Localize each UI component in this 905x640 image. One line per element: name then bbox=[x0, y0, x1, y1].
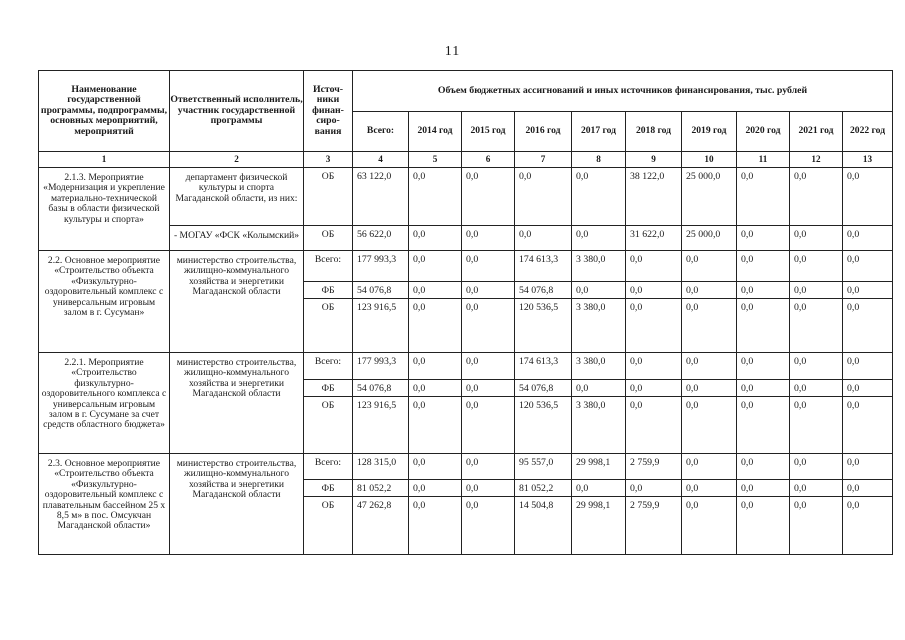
year-value-cell: 0,0 bbox=[790, 480, 843, 497]
total-value-cell: 81 052,2 bbox=[353, 480, 409, 497]
year-value-cell: 29 998,1 bbox=[572, 497, 626, 555]
total-value-cell: 123 916,5 bbox=[353, 299, 409, 353]
year-value-cell: 0,0 bbox=[682, 282, 737, 299]
year-value-cell: 0,0 bbox=[626, 251, 682, 282]
year-value-cell: 0,0 bbox=[790, 454, 843, 480]
column-number-13: 13 bbox=[843, 152, 893, 168]
year-value-cell: 0,0 bbox=[737, 353, 790, 380]
program-name-cell: 2.2.1. Мероприятие «Строительство физкультурно-оздоровительного комплекса с универсальным игровым залом в г. Сусумане за счет средств областного бюджета» bbox=[39, 353, 170, 454]
column-number-10: 10 bbox=[682, 152, 737, 168]
year-value-cell: 0,0 bbox=[737, 251, 790, 282]
header-year-0: 2014 год bbox=[409, 112, 462, 152]
year-value-cell: 0,0 bbox=[737, 397, 790, 454]
year-value-cell: 3 380,0 bbox=[572, 353, 626, 380]
year-value-cell: 0,0 bbox=[790, 497, 843, 555]
year-value-cell: 25 000,0 bbox=[682, 226, 737, 251]
year-value-cell: 0,0 bbox=[843, 353, 893, 380]
year-value-cell: 0,0 bbox=[409, 454, 462, 480]
year-value-cell: 0,0 bbox=[409, 397, 462, 454]
column-number-4: 4 bbox=[353, 152, 409, 168]
header-budget-volume: Объем бюджетных ассигнований и иных источников финансирования, тыс. рублей bbox=[353, 71, 893, 112]
year-value-cell: 174 613,3 bbox=[515, 251, 572, 282]
funding-source-cell: ФБ bbox=[304, 282, 353, 299]
funding-source-cell: ОБ bbox=[304, 299, 353, 353]
header-year-1: 2015 год bbox=[462, 112, 515, 152]
year-value-cell: 0,0 bbox=[462, 380, 515, 397]
header-total: Всего: bbox=[353, 112, 409, 152]
year-value-cell: 0,0 bbox=[572, 480, 626, 497]
header-executor: Ответственный исполнитель, участник государственной программы bbox=[170, 71, 304, 152]
funding-source-cell: ФБ bbox=[304, 380, 353, 397]
total-value-cell: 177 993,3 bbox=[353, 251, 409, 282]
header-year-7: 2021 год bbox=[790, 112, 843, 152]
column-number-7: 7 bbox=[515, 152, 572, 168]
funding-source-cell: ОБ bbox=[304, 497, 353, 555]
year-value-cell: 0,0 bbox=[737, 497, 790, 555]
year-value-cell: 0,0 bbox=[462, 251, 515, 282]
header-year-6: 2020 год bbox=[737, 112, 790, 152]
year-value-cell: 0,0 bbox=[626, 480, 682, 497]
year-value-cell: 3 380,0 bbox=[572, 397, 626, 454]
funding-source-cell: Всего: bbox=[304, 454, 353, 480]
header-year-4: 2018 год bbox=[626, 112, 682, 152]
year-value-cell: 0,0 bbox=[790, 282, 843, 299]
funding-source-cell: Всего: bbox=[304, 251, 353, 282]
year-value-cell: 54 076,8 bbox=[515, 380, 572, 397]
header-year-5: 2019 год bbox=[682, 112, 737, 152]
year-value-cell: 0,0 bbox=[737, 226, 790, 251]
year-value-cell: 29 998,1 bbox=[572, 454, 626, 480]
year-value-cell: 0,0 bbox=[843, 168, 893, 226]
year-value-cell: 0,0 bbox=[462, 497, 515, 555]
table-row bbox=[39, 353, 893, 380]
year-value-cell: 0,0 bbox=[409, 299, 462, 353]
column-number-6: 6 bbox=[462, 152, 515, 168]
year-value-cell: 0,0 bbox=[572, 168, 626, 226]
year-value-cell: 0,0 bbox=[737, 454, 790, 480]
year-value-cell: 95 557,0 bbox=[515, 454, 572, 480]
year-value-cell: 0,0 bbox=[462, 168, 515, 226]
page-number: 11 bbox=[444, 44, 461, 59]
year-value-cell: 0,0 bbox=[409, 226, 462, 251]
total-value-cell: 56 622,0 bbox=[353, 226, 409, 251]
year-value-cell: 0,0 bbox=[515, 226, 572, 251]
column-number-8: 8 bbox=[572, 152, 626, 168]
total-value-cell: 63 122,0 bbox=[353, 168, 409, 226]
year-value-cell: 0,0 bbox=[572, 380, 626, 397]
table-row bbox=[39, 454, 893, 480]
year-value-cell: 0,0 bbox=[462, 454, 515, 480]
year-value-cell: 0,0 bbox=[790, 168, 843, 226]
column-number-11: 11 bbox=[737, 152, 790, 168]
funding-source-cell: Всего: bbox=[304, 353, 353, 380]
year-value-cell: 0,0 bbox=[682, 497, 737, 555]
year-value-cell: 0,0 bbox=[515, 168, 572, 226]
total-value-cell: 47 262,8 bbox=[353, 497, 409, 555]
column-number-row bbox=[39, 152, 893, 168]
year-value-cell: 0,0 bbox=[790, 353, 843, 380]
year-value-cell: 38 122,0 bbox=[626, 168, 682, 226]
year-value-cell: 0,0 bbox=[626, 353, 682, 380]
year-value-cell: 120 536,5 bbox=[515, 299, 572, 353]
year-value-cell: 0,0 bbox=[409, 168, 462, 226]
total-value-cell: 54 076,8 bbox=[353, 282, 409, 299]
header-year-8: 2022 год bbox=[843, 112, 893, 152]
executor-cell: министерство строительства, жилищно-коммунального хозяйства и энергетики Магаданской области bbox=[170, 454, 304, 555]
year-value-cell: 3 380,0 bbox=[572, 299, 626, 353]
funding-source-cell: ОБ bbox=[304, 226, 353, 251]
year-value-cell: 2 759,9 bbox=[626, 454, 682, 480]
column-number-5: 5 bbox=[409, 152, 462, 168]
year-value-cell: 0,0 bbox=[462, 282, 515, 299]
year-value-cell: 0,0 bbox=[737, 282, 790, 299]
funding-source-cell: ФБ bbox=[304, 480, 353, 497]
year-value-cell: 0,0 bbox=[843, 251, 893, 282]
year-value-cell: 0,0 bbox=[409, 353, 462, 380]
year-value-cell: 0,0 bbox=[682, 454, 737, 480]
column-number-2: 2 bbox=[170, 152, 304, 168]
year-value-cell: 0,0 bbox=[462, 480, 515, 497]
year-value-cell: 0,0 bbox=[682, 397, 737, 454]
year-value-cell: 0,0 bbox=[626, 282, 682, 299]
year-value-cell: 0,0 bbox=[462, 353, 515, 380]
year-value-cell: 81 052,2 bbox=[515, 480, 572, 497]
header-funding-source: Источ-ники финан-сиро-вания bbox=[304, 71, 353, 152]
year-value-cell: 0,0 bbox=[843, 497, 893, 555]
year-value-cell: 0,0 bbox=[682, 380, 737, 397]
program-name-cell: 2.1.3. Мероприятие «Модернизация и укрепление материально-технической базы в области физической культуры и спорта» bbox=[39, 168, 170, 251]
total-value-cell: 123 916,5 bbox=[353, 397, 409, 454]
executor-cell: министерство строительства, жилищно-коммунального хозяйства и энергетики Магаданской области bbox=[170, 353, 304, 454]
column-number-12: 12 bbox=[790, 152, 843, 168]
year-value-cell: 0,0 bbox=[626, 380, 682, 397]
table-row bbox=[39, 251, 893, 282]
year-value-cell: 0,0 bbox=[843, 299, 893, 353]
year-value-cell: 0,0 bbox=[462, 299, 515, 353]
year-value-cell: 0,0 bbox=[572, 282, 626, 299]
year-value-cell: 0,0 bbox=[409, 380, 462, 397]
year-value-cell: 0,0 bbox=[682, 353, 737, 380]
column-number-9: 9 bbox=[626, 152, 682, 168]
year-value-cell: 0,0 bbox=[682, 480, 737, 497]
year-value-cell: 174 613,3 bbox=[515, 353, 572, 380]
year-value-cell: 0,0 bbox=[462, 226, 515, 251]
header-year-2: 2016 год bbox=[515, 112, 572, 152]
year-value-cell: 0,0 bbox=[626, 397, 682, 454]
year-value-cell: 0,0 bbox=[409, 480, 462, 497]
year-value-cell: 0,0 bbox=[790, 251, 843, 282]
year-value-cell: 0,0 bbox=[409, 497, 462, 555]
year-value-cell: 0,0 bbox=[843, 282, 893, 299]
column-number-3: 3 bbox=[304, 152, 353, 168]
year-value-cell: 0,0 bbox=[626, 299, 682, 353]
year-value-cell: 0,0 bbox=[790, 299, 843, 353]
program-name-cell: 2.3. Основное мероприятие «Строительство объекта «Физкультурно-оздоровительный комплекс с плавательным бассейном 25 х 8,5 м» в пос. Омсукчан Магаданской области» bbox=[39, 454, 170, 555]
year-value-cell: 0,0 bbox=[737, 299, 790, 353]
year-value-cell: 0,0 bbox=[843, 397, 893, 454]
year-value-cell: 0,0 bbox=[737, 480, 790, 497]
year-value-cell: 0,0 bbox=[843, 480, 893, 497]
executor-cell: департамент физической культуры и спорта Магаданской области, из них: bbox=[170, 168, 304, 226]
year-value-cell: 25 000,0 bbox=[682, 168, 737, 226]
year-value-cell: 0,0 bbox=[790, 397, 843, 454]
year-value-cell: 0,0 bbox=[843, 454, 893, 480]
year-value-cell: 3 380,0 bbox=[572, 251, 626, 282]
year-value-cell: 31 622,0 bbox=[626, 226, 682, 251]
total-value-cell: 54 076,8 bbox=[353, 380, 409, 397]
header-year-3: 2017 год bbox=[572, 112, 626, 152]
year-value-cell: 0,0 bbox=[737, 168, 790, 226]
header-program-name: Наименование государственной программы, подпрограммы, основных мероприятий, мероприятий bbox=[39, 71, 170, 152]
year-value-cell: 0,0 bbox=[409, 282, 462, 299]
year-value-cell: 0,0 bbox=[737, 380, 790, 397]
year-value-cell: 54 076,8 bbox=[515, 282, 572, 299]
total-value-cell: 128 315,0 bbox=[353, 454, 409, 480]
program-name-cell: 2.2. Основное мероприятие «Строительство объекта «Физкультурно-оздоровительный комплекс с универсальным игровым залом в г. Сусуман» bbox=[39, 251, 170, 353]
year-value-cell: 0,0 bbox=[462, 397, 515, 454]
column-number-1: 1 bbox=[39, 152, 170, 168]
funding-source-cell: ОБ bbox=[304, 168, 353, 226]
year-value-cell: 0,0 bbox=[682, 251, 737, 282]
year-value-cell: 2 759,9 bbox=[626, 497, 682, 555]
total-value-cell: 177 993,3 bbox=[353, 353, 409, 380]
year-value-cell: 0,0 bbox=[409, 251, 462, 282]
year-value-cell: 0,0 bbox=[790, 226, 843, 251]
year-value-cell: 120 536,5 bbox=[515, 397, 572, 454]
year-value-cell: 0,0 bbox=[790, 380, 843, 397]
funding-source-cell: ОБ bbox=[304, 397, 353, 454]
year-value-cell: 0,0 bbox=[682, 299, 737, 353]
executor-cell: - МОГАУ «ФСК «Колымский» bbox=[170, 226, 304, 251]
budget-table bbox=[38, 70, 893, 555]
year-value-cell: 0,0 bbox=[843, 380, 893, 397]
executor-cell: министерство строительства, жилищно-коммунального хозяйства и энергетики Магаданской области bbox=[170, 251, 304, 353]
year-value-cell: 14 504,8 bbox=[515, 497, 572, 555]
year-value-cell: 0,0 bbox=[572, 226, 626, 251]
year-value-cell: 0,0 bbox=[843, 226, 893, 251]
table-row bbox=[39, 168, 893, 226]
